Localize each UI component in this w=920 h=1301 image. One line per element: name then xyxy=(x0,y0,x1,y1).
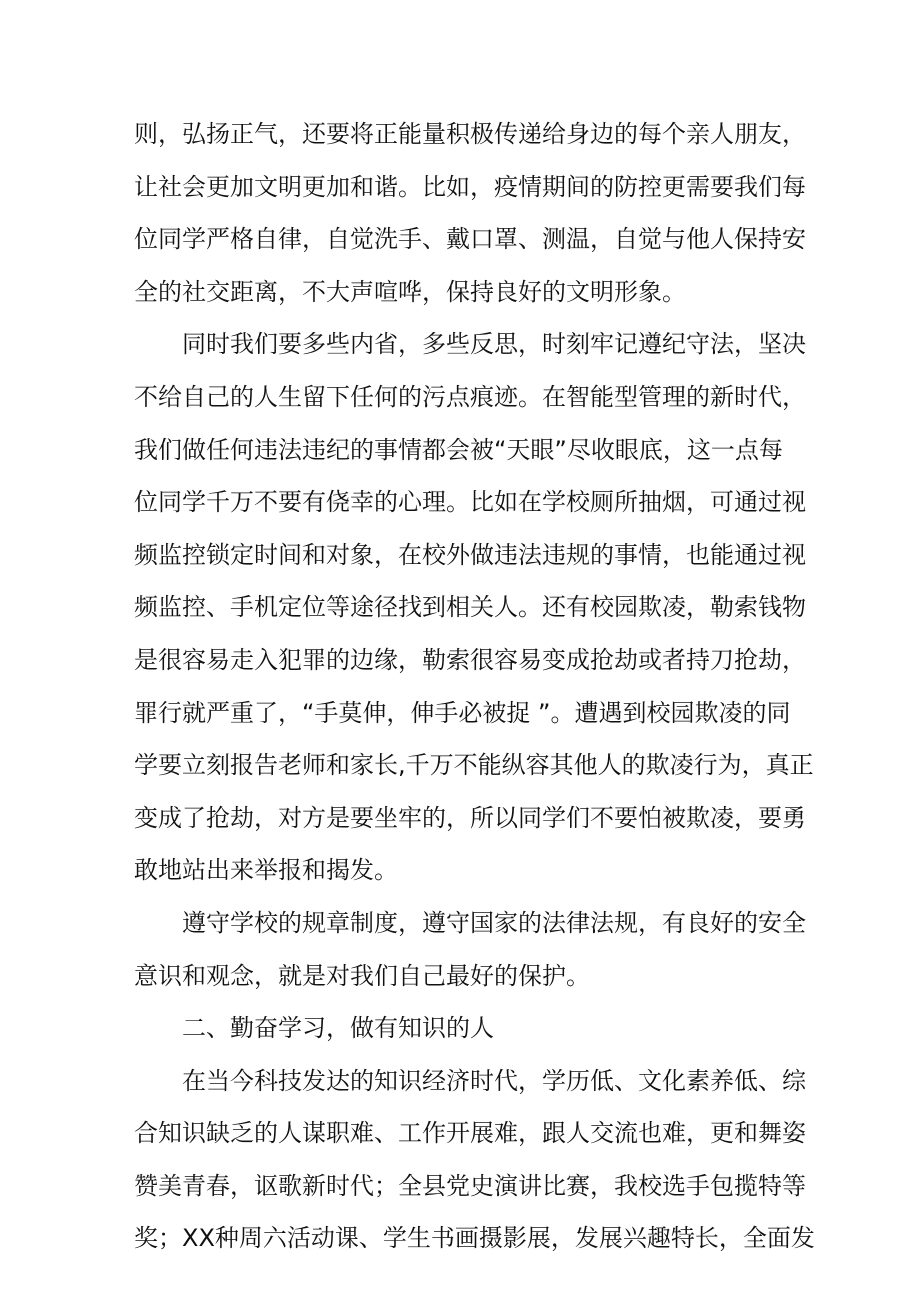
text-line: 我们做任何违法违纪的事情都会被“天眼”尽收眼底，这一点每 xyxy=(134,435,783,464)
text-line: 罪行就严重了，“手莫伸，伸手必被捉 ”。遭遇到校园欺凌的同 xyxy=(134,698,791,727)
text-line: 频监控、手机定位等途径找到相关人。还有校园欺凌，勒索钱物 xyxy=(134,593,806,622)
text-line: 让社会更加文明更加和谐。比如，疫情期间的防控更需要我们每 xyxy=(134,172,806,201)
text-line: 奖；XX种周六活动课、学生书画摄影展，发展兴趣特长，全面发 xyxy=(134,1224,815,1253)
paragraph-first-line: 同时我们要多些内省，多些反思，时刻牢记遵纪守法，坚决 xyxy=(182,330,806,359)
text-line: 变成了抢劫，对方是要坐牢的，所以同学们不要怕被欺凌，要勇 xyxy=(134,803,806,832)
body-text xyxy=(134,108,815,1265)
paragraph-first-line: 在当今科技发达的知识经济时代，学历低、文化素养低、综 xyxy=(182,1066,806,1095)
text-line: 则，弘扬正气，还要将正能量积极传递给身边的每个亲人朋友， xyxy=(134,120,806,148)
text-line: 赞美青春，讴歌新时代；全县党史演讲比赛，我校选手包揽特等 xyxy=(134,1171,806,1200)
text-line: 全的社交距离，不大声喧哗，保持良好的文明形象。 xyxy=(134,277,686,306)
paragraph-first-line: 遵守学校的规章制度，遵守国家的法律法规，有良好的安全 xyxy=(182,908,806,937)
section-heading: 二、勤奋学习，做有知识的人 xyxy=(182,1014,494,1043)
text-line: 意识和观念，就是对我们自己最好的保护。 xyxy=(134,961,590,990)
text-line: 不给自己的人生留下任何的污点痕迹。在智能型管理的新时代， xyxy=(134,382,806,411)
text-line: 位同学千万不要有侥幸的心理。比如在学校厕所抽烟，可通过视 xyxy=(134,488,806,517)
text-line: 敢地站出来举报和揭发。 xyxy=(134,856,398,885)
text-line: 位同学严格自律，自觉洗手、戴口罩、测温，自觉与他人保持安 xyxy=(134,225,806,254)
text-line: 学要立刻报告老师和家长,千万不能纵容其他人的欺凌行为，真正 xyxy=(134,751,814,780)
text-line: 是很容易走入犯罪的边缘，勒索很容易变成抢劫或者持刀抢劫， xyxy=(134,645,806,674)
text-line: 频监控锁定时间和对象，在校外做违法违规的事情，也能通过视 xyxy=(134,540,806,569)
text-line: 合知识缺乏的人谋职难、工作开展难，跟人交流也难，更和舞姿 xyxy=(134,1119,806,1148)
